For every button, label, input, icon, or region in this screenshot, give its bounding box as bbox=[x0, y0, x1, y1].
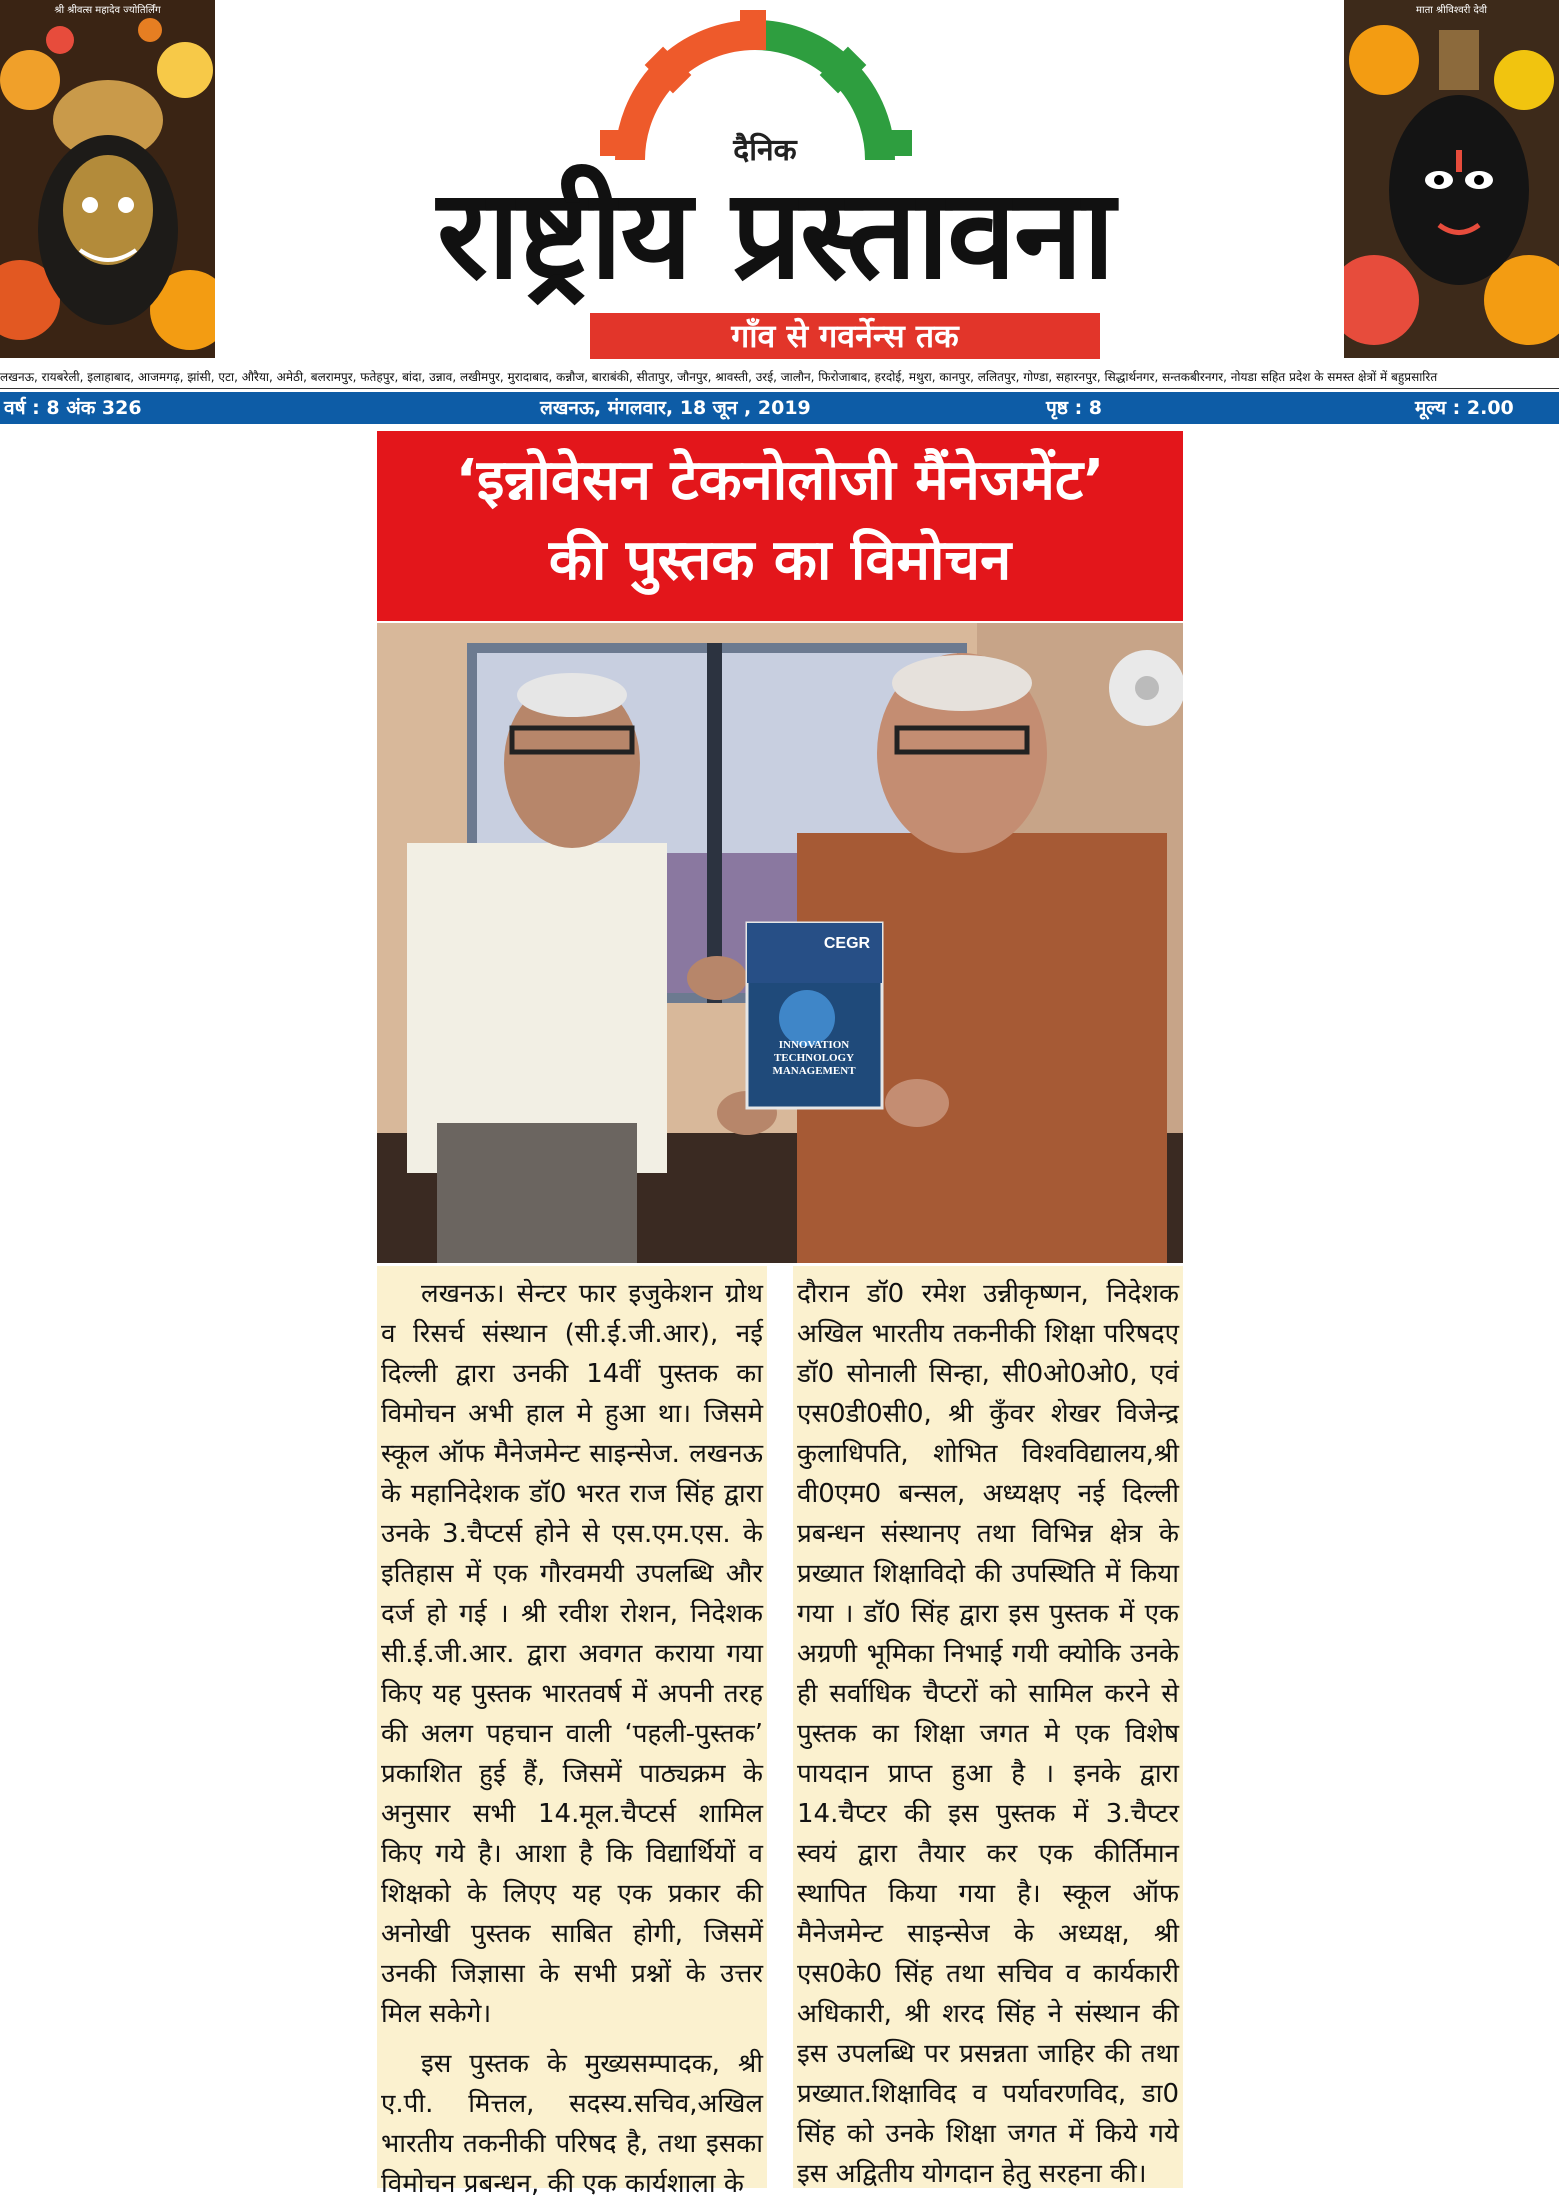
article-column-1 bbox=[377, 1266, 767, 2199]
shiva-lingam-image bbox=[0, 0, 215, 358]
news-photo bbox=[377, 623, 1183, 1263]
right-deity-photo bbox=[1344, 0, 1559, 358]
book-brand: CEGR bbox=[823, 935, 871, 952]
price: मूल्य : 2.00 bbox=[1415, 397, 1514, 419]
book-title-3: MANAGEMENT bbox=[772, 1065, 856, 1077]
article-paragraph: दौरान डॉ0 रमेश उन्नीकृष्णन, निदेशक अखिल भारतीय तकनीकी शिक्षा परिषदए डॉ0 सोनाली सिन्हा, सी0ओ0ओ0, एवं एस0डी0सी0, श्री कुँवर शेखर विजेन्द्र कुलाधिपति, शोभित विश्वविद्यालय,श्री वी0एम0 बन्सल, अध्यक्षए नई दिल्ली प्रबन्धन संस्थानए तथा विभिन्न क्षेत्र के प्रख्यात शिक्षाविदो की उपस्थिति में किया गया । डॉ0 सिंह द्वारा इस पुस्तक में एक अग्रणी भूमिका निभाई गयी क्योकि उनके ही सर्वाधिक चैप्टरों को सामिल करने से पुस्तक का शिक्षा जगत मे एक विशेष पायदान प्राप्त हुआ है । इनके द्वारा 14.चैप्टर की इस पुस्तक में 3.चैप्टर स्वयं द्वारा तैयार कर एक कीर्तिमान स्थापित किया गया है। स्कूल ऑफ मैनेजमेन्ट साइन्सेज के अध्यक्ष, श्री एस0के0 सिंह तथा सचिव व कार्यकारी अधिकारी, श्री शरद सिंह ने संस्थान की इस उपलब्धि पर प्रसन्नता जाहिर की तथा प्रख्यात.शिक्षाविद व पर्यावरणविद, डा0 सिंह को उनके शिक्षा जगत में किये गये इस अद्वितीय योगदान हेतु सरहना की। bbox=[797, 1279, 1179, 2189]
distribution-cities: लखनऊ, रायबरेली, इलाहाबाद, आजमगढ़, झांसी, एटा, औरैया, अमेठी, बलरामपुर, फतेहपुर, बांदा, उन्नाव, लखीमपुर, मुरादाबाद, कन्नौज, बाराबंकी, सीतापुर, जौनपुर, श्रावस्ती, उरई, जालौन, फिरोजाबाद, हरदोई, मथुरा, कानपुर, ललितपुर, गोण्डा, सहारनपुर, सिद्धार्थनगर, सन्तकबीरनगर, नोयडा सहित प्रदेश के समस्त क्षेत्रों में बहुप्रसारित bbox=[0, 366, 1559, 389]
left-deity-photo bbox=[0, 0, 215, 358]
goddess-image bbox=[1344, 0, 1559, 358]
newspaper-tagline: गाँव से गवर्नेन्स तक bbox=[590, 313, 1100, 359]
page-number: पृष्ठ : 8 bbox=[1046, 397, 1103, 419]
book-title-1: INNOVATION bbox=[778, 1039, 850, 1051]
headline-line-1: ‘इन्नोवेसन टेकनोलोजी मैंनेजमेंट’ bbox=[455, 448, 1105, 513]
place-date: लखनऊ, मंगलवार, 18 जून , 2019 bbox=[540, 397, 811, 419]
article-paragraph: इस पुस्तक के मुख्यसम्पादक, श्री ए.पी. मित्तल, सदस्य.सचिव,अखिल भारतीय तकनीकी परिषद है, तथा इसका विमोचन प्रबन्धन, की एक कार्यशाला के bbox=[381, 2049, 763, 2199]
book-release-photo bbox=[377, 623, 1183, 1263]
article-column-2 bbox=[793, 1266, 1183, 2188]
left-photo-caption: श्री श्रीवत्स महादेव ज्योतिर्लिंग bbox=[54, 5, 161, 16]
right-photo-caption: माता श्रीविश्वरी देवी bbox=[1416, 5, 1487, 16]
article-paragraph: लखनऊ। सेन्टर फार इजुकेशन ग्रोथ व रिसर्च संस्थान (सी.ई.जी.आर), नई दिल्ली द्वारा उनकी 14वीं पुस्तक का विमोचन अभी हाल मे हुआ था। जिसमे स्कूल ऑफ मैनेजमेन्ट साइन्सेज. लखनऊ के महानिदेशक डॉ0 भरत राज सिंह द्वारा उनके 3.चैप्टर्स होने से एस.एम.एस. के इतिहास में एक गौरवमयी उपलब्धि और दर्ज हो गई । श्री रवीश रोशन, निदेशक सी.ई.जी.आर. द्वारा अवगत कराया गया किए यह पुस्तक भारतवर्ष में अपनी तरह की अलग पहचान वाली ‘पहली-पुस्तक’ प्रकाशित हुई हैं, जिसमें पाठ्यक्रम के अनुसार सभी 14.मूल.चैप्टर्स शामिल किए गये है। आशा है कि विद्यार्थियों व शिक्षको के लिएए यह एक प्रकार की अनोखी पुस्तक साबित होगी, जिसमें उनकी जिज्ञासा के सभी प्रश्नों के उत्तर मिल सकेगे। bbox=[381, 1279, 763, 2029]
newspaper-title: राष्ट्रीय प्रस्तावना bbox=[437, 163, 1113, 307]
newspaper-subtitle: दैनिक bbox=[733, 133, 797, 168]
issue-info-bar bbox=[0, 392, 1559, 424]
headline-box bbox=[377, 431, 1183, 621]
book-title-2: TECHNOLOGY bbox=[773, 1052, 855, 1064]
headline-line-2: की पुस्तक का विमोचन bbox=[548, 528, 1012, 593]
issue-number: वर्ष : 8 अंक 326 bbox=[4, 397, 142, 419]
